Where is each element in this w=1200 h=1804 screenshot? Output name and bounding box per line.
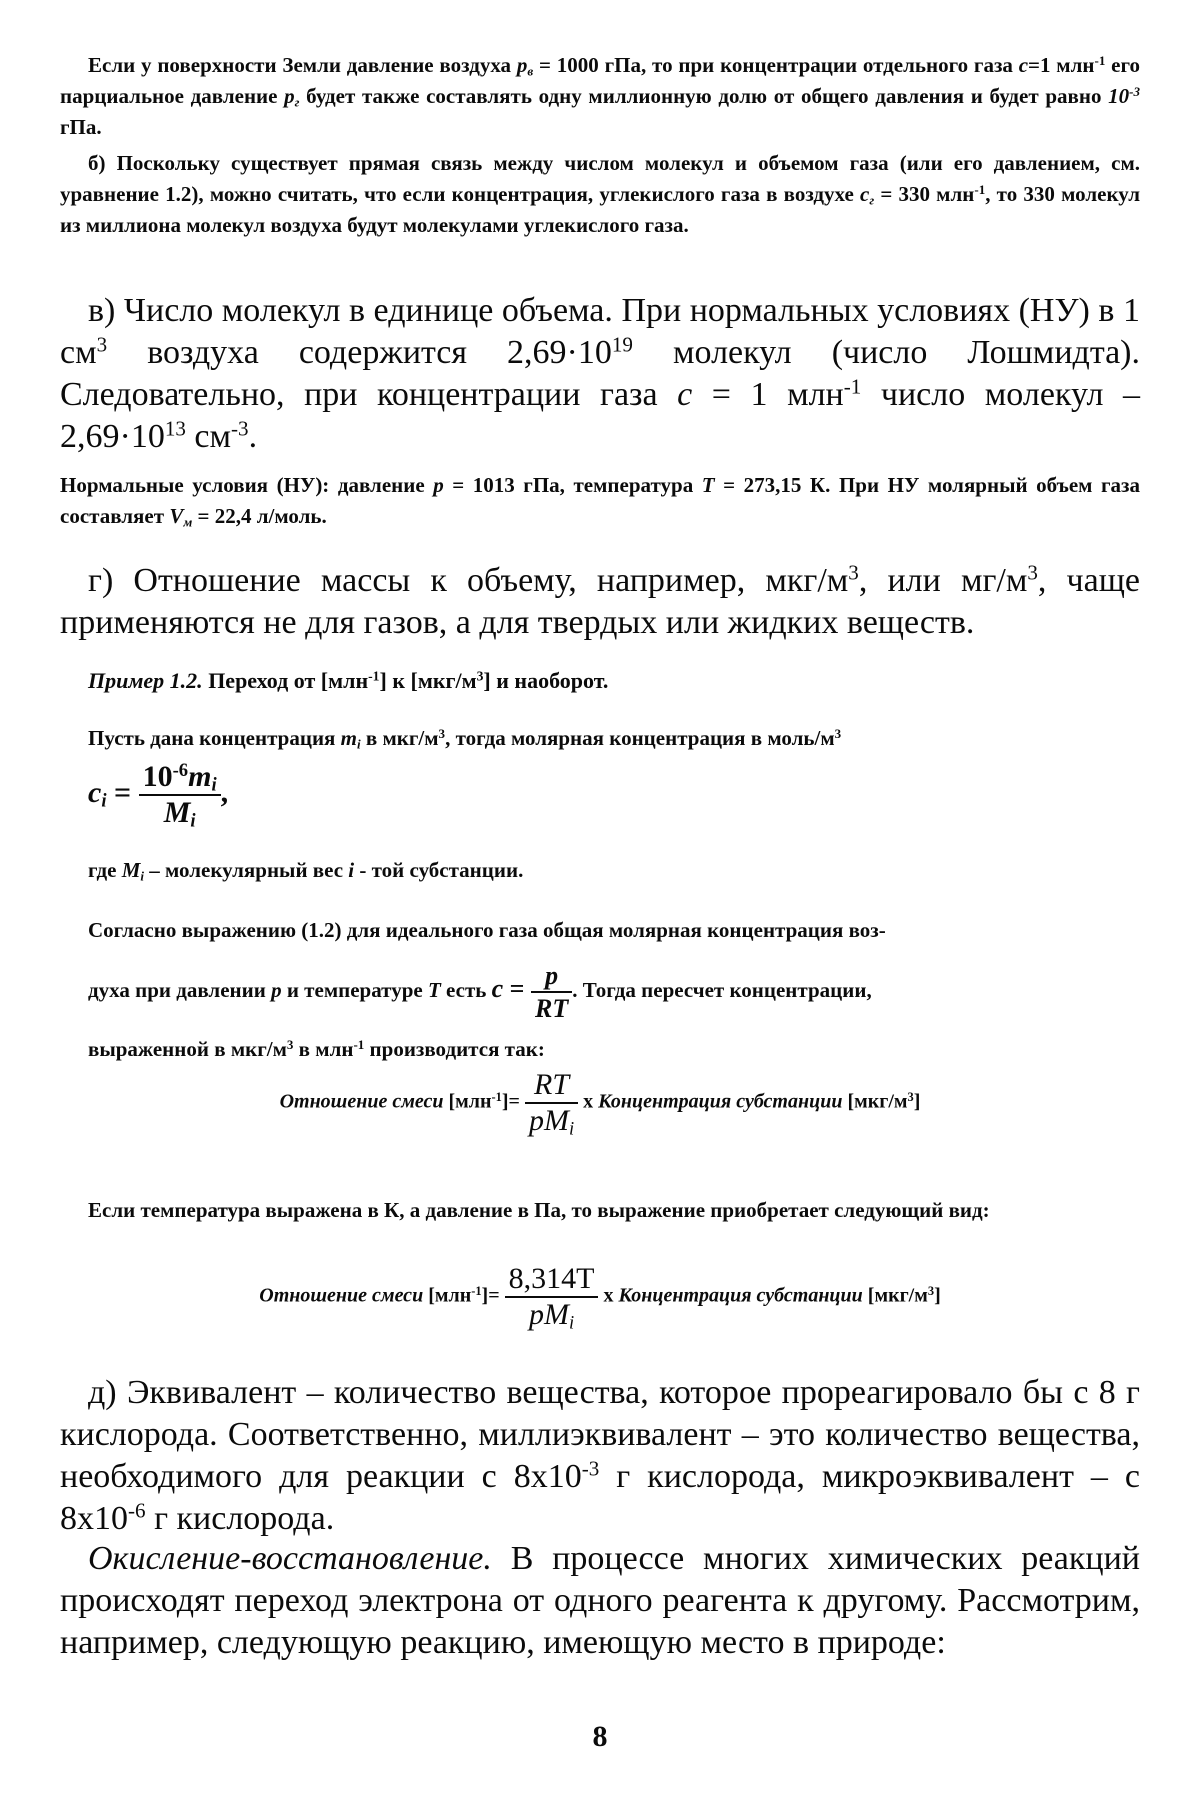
text: число молекул – 2,69·10 [60, 376, 1140, 455]
var-m: m [340, 726, 357, 750]
text: в мкг/м [360, 726, 439, 750]
sup: -6 [128, 1498, 146, 1523]
sub: г [869, 192, 875, 208]
text: В процессе многих химических реакций происходят переход электрона от одного реагента к другому. Рассмотрим, например, следующую реакцию, имеющую место в природе: [60, 1540, 1140, 1661]
fraction [505, 1262, 599, 1332]
text: выраженной в мкг/м [88, 1037, 287, 1061]
text: ] [934, 1284, 941, 1307]
text: где [88, 858, 122, 882]
formula-molar-concentration [88, 760, 1168, 830]
formula-mixing-ratio-1 [0, 1068, 1200, 1138]
text: воздуха содержится 2,69·10 [107, 334, 612, 371]
fraction [525, 1068, 578, 1138]
sup: -1 [843, 374, 862, 399]
text: = 1013 гПа, температура [443, 473, 702, 497]
paragraph-pressure-concentration [60, 50, 1140, 143]
text: Нормальные условия (НУ): давление [60, 473, 434, 497]
times: x [578, 1090, 599, 1113]
text: , или мг/м [858, 562, 1028, 599]
denominator [505, 1298, 599, 1332]
var-c: c [88, 775, 102, 809]
text: молекул (число Лошмидта). Следовательно, при концентрации газа [60, 334, 1141, 413]
text: = 273,15 К. При НУ молярный объем газа составляет [60, 473, 1140, 528]
text: духа при давлении [88, 977, 272, 1002]
text: [млн [443, 1090, 492, 1113]
fraction [139, 760, 221, 830]
var-p: p [516, 53, 528, 77]
text: =1 млн [1028, 53, 1095, 77]
formula-mixing-ratio-2 [0, 1262, 1200, 1332]
paragraph-redox [60, 1538, 1140, 1664]
var-c: c [491, 973, 504, 1003]
label: Концентрация субстанции [598, 1090, 843, 1113]
text: Если температура выражена в К, а давление в Па, то выражение приобретает следующий вид: [88, 1198, 990, 1222]
sub: м [183, 514, 193, 530]
denominator [139, 796, 221, 830]
comma: , [220, 775, 229, 809]
text: = 22,4 л/моль. [192, 504, 327, 528]
text: в) Число молекул в единице объема. При нормальных условиях (НУ) в 1 см [60, 292, 1140, 371]
text: в млн [293, 1037, 354, 1061]
example-heading [88, 665, 1168, 697]
sup: -1 [1094, 52, 1106, 68]
var-M: M [121, 858, 141, 882]
var-c: c [677, 376, 693, 413]
denominator: RT [535, 994, 569, 1023]
sub: i [357, 736, 361, 752]
text-line: Согласно выражению (1.2) для идеального газа общая молярная концентрация воз- [88, 918, 886, 942]
label: Отношение смеси [279, 1090, 444, 1113]
text: , то 330 молекул из миллиона молекул воздуха будут молекулами углекислого газа. [60, 182, 1141, 237]
equals: = [106, 775, 139, 809]
sup: -3 [581, 1456, 600, 1481]
fraction [531, 960, 572, 1024]
sub: i [190, 810, 196, 832]
sub: в [527, 63, 534, 79]
var-V: V [169, 504, 184, 528]
text: Пусть дана концентрация [88, 726, 341, 750]
sup: -3 [231, 416, 249, 441]
var-p: p [433, 473, 444, 497]
text: [мкг/м [842, 1090, 908, 1113]
var-i: i [348, 858, 355, 882]
text: pM [528, 1298, 569, 1331]
text: , чаще применяются не для газов, а для твердых или жидких веществ. [60, 562, 1141, 641]
power: 10 [1108, 84, 1130, 108]
sub: i [101, 790, 107, 812]
paragraph-g-mass-volume [60, 560, 1140, 644]
text: и температуре [281, 977, 428, 1002]
text: ]= [481, 1284, 505, 1307]
text: см [185, 418, 232, 455]
paragraph-b-molecules [60, 148, 1140, 241]
paragraph-v-molecules-per-volume [60, 290, 1140, 458]
var-p: p [284, 84, 295, 108]
equals: = [503, 973, 531, 1003]
sup: -1 [368, 668, 380, 684]
text: г) Отношение массы к объему, например, мкг/м [88, 562, 849, 599]
sup: 19 [611, 332, 633, 357]
text: [млн [423, 1284, 472, 1307]
sup: -3 [1129, 83, 1141, 99]
sup: 3 [286, 1036, 294, 1052]
denominator [525, 1104, 578, 1138]
text: , тогда молярная концентрация в моль/м [445, 726, 835, 750]
text: ] [913, 1090, 921, 1113]
paragraph-given-concentration [88, 723, 1138, 754]
numerator: p [531, 960, 572, 993]
example-label: Пример 1.2. [88, 668, 203, 693]
text: Переход от [млн [202, 668, 369, 693]
paragraph-ideal-gas [88, 915, 1140, 1065]
sub: i [140, 868, 144, 884]
sup: -6 [172, 759, 189, 781]
sub: i [568, 1118, 575, 1140]
text: будет также составлять одну миллионную долю от общего давления и будет равно [299, 84, 1109, 108]
sup: 3 [476, 668, 484, 684]
var-m: m [188, 760, 212, 793]
var-p: p [271, 977, 282, 1002]
sup: 3 [848, 560, 859, 585]
text: г кислорода. [145, 1500, 335, 1537]
text: . [248, 418, 258, 455]
paragraph-normal-conditions [60, 470, 1140, 532]
sup: 3 [907, 1089, 914, 1104]
var-T: T [427, 977, 441, 1002]
text: Если у поверхности Земли давление воздуха [88, 53, 517, 77]
label: Отношение смеси [259, 1284, 424, 1307]
sup: 3 [438, 725, 446, 741]
paragraph-where-M [88, 855, 1168, 886]
text: pM [528, 1104, 569, 1137]
page-number: 8 [592, 1720, 608, 1753]
text: – молекулярный вес [144, 858, 349, 882]
text: ] к [мкг/м [379, 668, 477, 693]
sup: -1 [471, 1283, 482, 1298]
text: его парциальное давление [60, 53, 1140, 108]
text: г кислорода, микроэквивалент – с 8х10 [60, 1458, 1140, 1537]
var-T: T [701, 473, 715, 497]
text-line [88, 1034, 1140, 1065]
text: = 1 млн [692, 376, 844, 413]
var-c: c [860, 182, 870, 206]
sup: -1 [353, 1036, 365, 1052]
text: д) Эквивалент – количество вещества, которое прореагировало бы с 8 г кислорода. Соответственно, миллиэквивалент – это количество вещества, необходимого для реакции с 8х10 [60, 1374, 1140, 1495]
text: есть [440, 977, 492, 1002]
text: ] и наоборот. [483, 668, 609, 693]
times: x [598, 1284, 619, 1307]
sup: -1 [491, 1089, 502, 1104]
text: б) Поскольку существует прямая связь между числом молекул и объемом газа (или его давлением, см. уравнение 1.2), можно считать, что если концентрация, углекислого газа в воздухе [60, 151, 1140, 206]
sub: i [568, 1312, 575, 1334]
var-c: c [1018, 53, 1029, 77]
text: ]= [501, 1090, 525, 1113]
paragraph-d-equivalent [60, 1372, 1140, 1540]
text-line [88, 960, 1140, 1024]
sup: 3 [96, 332, 108, 357]
sup: 3 [834, 725, 842, 741]
numerator: RT [525, 1068, 578, 1104]
numerator [139, 760, 221, 796]
text: гПа. [60, 115, 102, 139]
label: Концентрация субстанции [618, 1284, 863, 1307]
sup: 3 [927, 1283, 935, 1298]
sub: i [211, 774, 217, 796]
sup: -1 [974, 181, 986, 197]
sup: 3 [1027, 560, 1038, 585]
text: 10 [142, 760, 173, 793]
text: [мкг/м [862, 1284, 928, 1307]
sub: г [294, 94, 300, 110]
text: . Тогда пересчет концентрации, [572, 977, 872, 1002]
numerator: 8,314T [505, 1262, 599, 1298]
text: производится так: [364, 1037, 545, 1061]
lead-term: Окисление-восстановление. [88, 1540, 492, 1577]
paragraph-kelvin-pascal [88, 1195, 1140, 1226]
text: = 330 млн [874, 182, 975, 206]
text: = 1000 гПа, то при концентрации отдельного газа [533, 53, 1019, 77]
text: - той субстанции. [354, 858, 524, 882]
var-M: M [163, 796, 191, 829]
sup: 13 [164, 416, 186, 441]
